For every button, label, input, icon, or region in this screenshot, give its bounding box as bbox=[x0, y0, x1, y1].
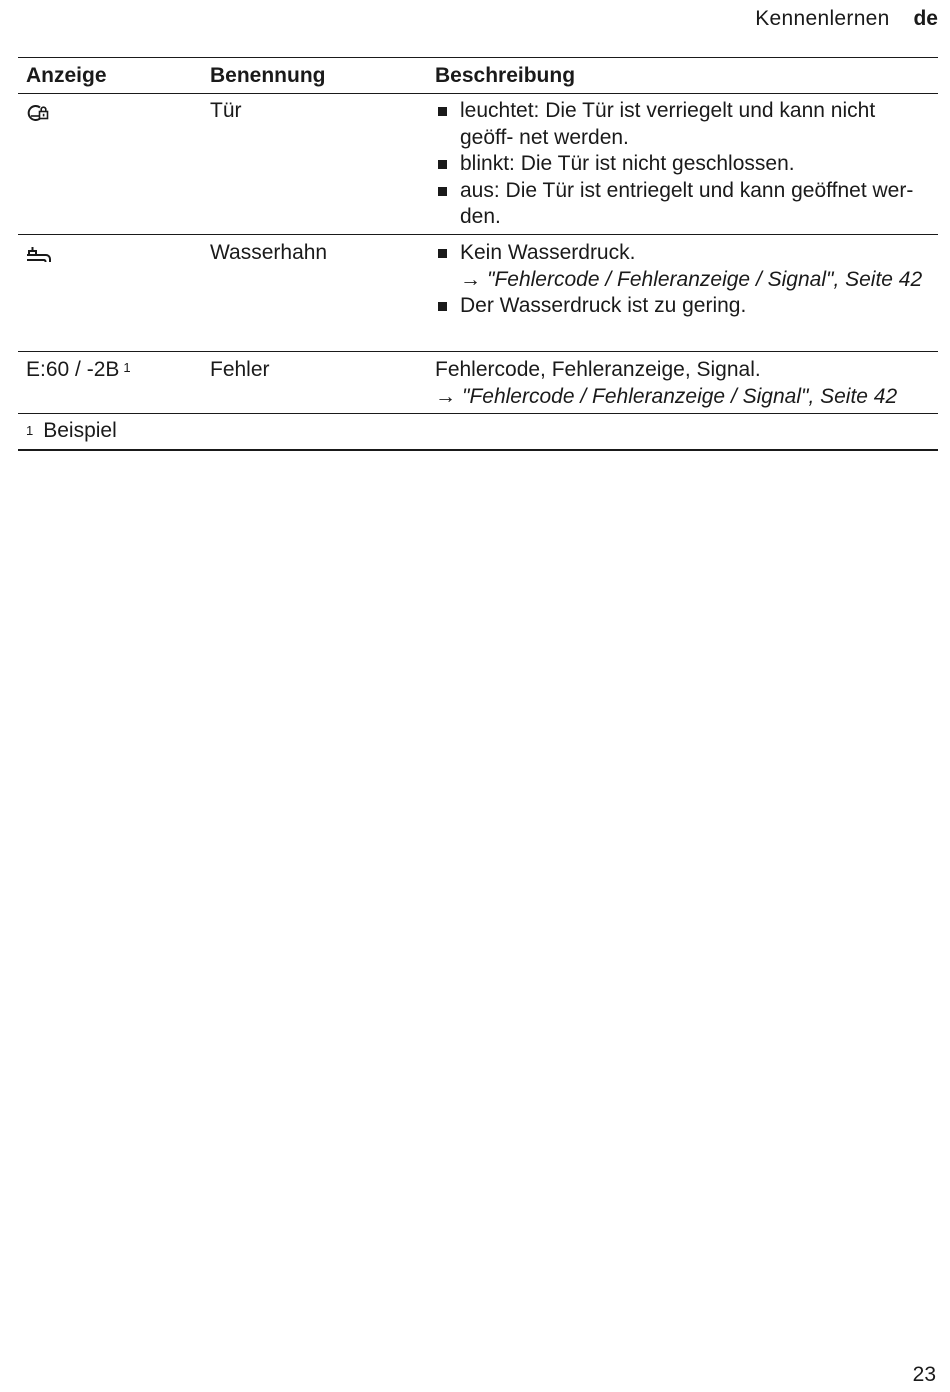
description-cell bbox=[432, 98, 938, 234]
page-header bbox=[755, 7, 938, 31]
description-cell bbox=[432, 240, 938, 351]
description-text: Fehlercode, Fehleranzeige, Signal. bbox=[435, 358, 761, 381]
cross-reference bbox=[460, 268, 922, 291]
column-header-anzeige: Anzeige bbox=[26, 64, 107, 88]
footnote-text: Beispiel bbox=[43, 419, 117, 442]
table-footnote-row bbox=[18, 414, 938, 449]
footnote bbox=[18, 418, 938, 445]
reference-text: "Fehlercode / Fehleranzeige / Signal", Seite 42 bbox=[487, 267, 923, 291]
error-code-text: E:60 / -2B bbox=[26, 358, 120, 381]
list-item: aus: Die Tür ist entriegelt und kann geöffnet wer- den. bbox=[435, 178, 930, 231]
section-title: Kennenlernen bbox=[755, 7, 890, 30]
name-cell: Fehler bbox=[210, 358, 270, 381]
column-header-beschreibung: Beschreibung bbox=[435, 64, 576, 88]
bullet-text: Kein Wasserdruck. bbox=[460, 241, 636, 264]
display-cell bbox=[18, 357, 202, 413]
column-header-benennung: Benennung bbox=[210, 64, 326, 88]
door-lock-icon bbox=[26, 103, 50, 123]
description-cell bbox=[432, 357, 938, 413]
table-row bbox=[18, 235, 938, 352]
indicator-table bbox=[18, 57, 938, 451]
page-number: 23 bbox=[912, 1363, 936, 1386]
list-item: leuchtet: Die Tür ist verriegelt und kann nicht geöff- net werden. bbox=[435, 98, 930, 151]
table-row bbox=[18, 94, 938, 235]
footnote-number: 1 bbox=[26, 423, 34, 438]
language-code: de bbox=[913, 7, 938, 30]
cross-reference bbox=[435, 384, 930, 411]
list-item: blinkt: Die Tür ist nicht geschlossen. bbox=[435, 151, 930, 178]
list-item bbox=[435, 240, 930, 293]
water-tap-icon bbox=[26, 245, 50, 265]
list-item: Der Wasserdruck ist zu gering. bbox=[435, 293, 930, 320]
arrow-icon: → bbox=[460, 267, 481, 291]
arrow-icon: → bbox=[435, 384, 456, 408]
table-header-row bbox=[18, 58, 938, 94]
table-row bbox=[18, 352, 938, 414]
name-cell: Tür bbox=[210, 99, 242, 122]
display-cell bbox=[18, 98, 202, 234]
reference-text: "Fehlercode / Fehleranzeige / Signal", Seite 42 bbox=[462, 384, 898, 408]
display-cell bbox=[18, 240, 202, 351]
name-cell: Wasserhahn bbox=[210, 241, 328, 264]
footnote-marker: 1 bbox=[123, 360, 131, 375]
